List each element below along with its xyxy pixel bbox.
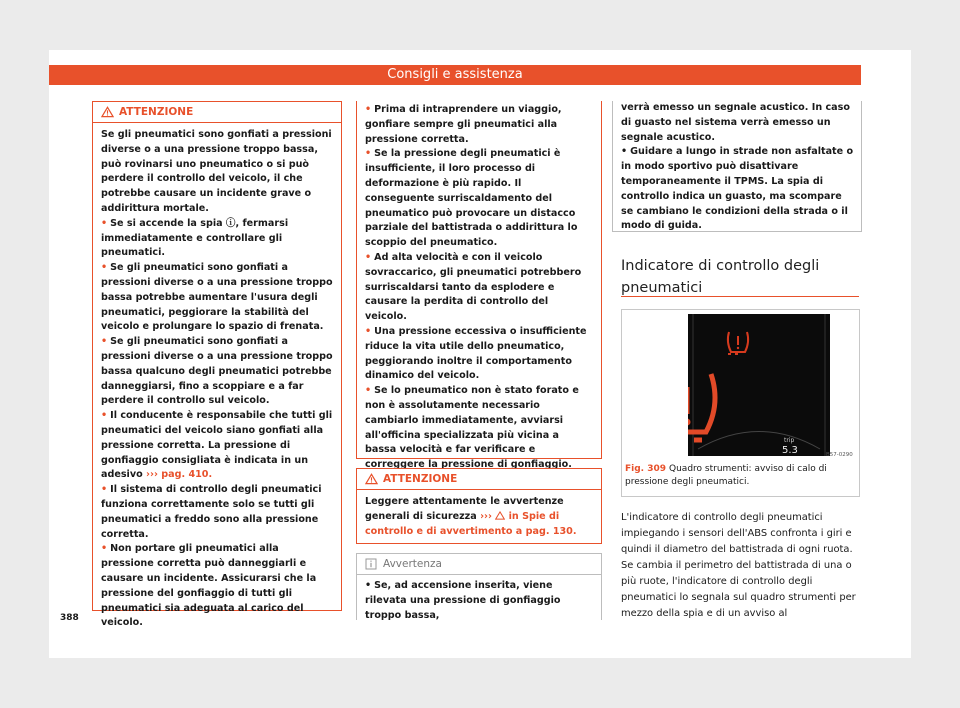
trip-label: trip <box>784 437 795 444</box>
instrument-cluster-image <box>688 314 830 456</box>
list-item: • Il sistema di controllo degli pneumatici funziona correttamente solo se tutti gli pneumatici a freddo sono alla pressione corretta. <box>101 484 322 540</box>
warning-text: Leggere attentamente le avvertenze generali di sicurezza ››› in Spie di controllo e di avvertimento a pag. 130. <box>365 496 577 537</box>
list-item: • Se la pressione degli pneumatici è insufficiente, il loro processo di deformazione è più rapido. Il conseguente surriscaldamento del pneumatico può provocare un distacco parziale del battistrada o addirittura lo scoppio del pneumatico. <box>365 148 578 249</box>
list-item: • Il conducente è responsabile che tutti gli pneumatici del veicolo siano gonfiati alla pressione corretta. La pressione di gonfiaggio consigliata è indicata in un adesivo ››› pag. 410. <box>101 410 333 481</box>
section-divider <box>621 296 859 297</box>
note-box <box>356 553 602 620</box>
list-item: • Non portare gli pneumatici alla pressione corretta può danneggiarli e causare un incidente. Assicurarsi che la pressione del gonfiaggio di tutti gli pneumatici sia adeguata al carico del veicolo. <box>101 543 317 629</box>
list-item: • Ad alta velocità e con il veicolo sovraccarico, gli pneumatici potrebbero surriscaldarsi tanto da esplodere e causare la perdita di controllo del veicolo. <box>365 251 582 323</box>
warning-triangle-icon <box>101 106 114 118</box>
warning-title: ATTENZIONE <box>383 473 458 485</box>
warning-box-left <box>92 101 342 629</box>
warning-box-middle <box>356 101 602 471</box>
info-icon <box>365 558 377 570</box>
warning-triangle-icon <box>365 473 378 485</box>
list-item: • Se lo pneumatico non è stato forato e non è assolutamente necessario cambiarlo immediatamente, avviarsi all'officina specializzata più vicina a bassa velocità e far verificare e correggere la pressione di gonfiaggio. <box>365 385 579 471</box>
warning-header <box>93 102 341 123</box>
figure-code: B57-0290 <box>826 452 853 458</box>
warning-body-continued <box>357 101 601 473</box>
warning-body <box>357 490 601 539</box>
warning-title: ATTENZIONE <box>119 106 194 118</box>
page-number: 388 <box>60 613 79 623</box>
list-item: • Una pressione eccessiva o insufficiente riduce la vita utile dello pneumatico, peggiorando inoltre il comportamento dinamico del veicolo. <box>365 325 587 382</box>
warning-intro: Se gli pneumatici sono gonfiati a pressioni diverse o a una pressione troppo bassa, può rovinarsi uno pneumatico o si può perdere il controllo del veicolo, il che potrebbe causare un incidente grave o addirittura mortale. <box>101 129 332 214</box>
figure-caption: Fig. 309 Quadro strumenti: avviso di calo di pressione degli pneumatici. <box>625 464 827 487</box>
list-item: • Prima di intraprendere un viaggio, gonfiare sempre gli pneumatici alla pressione corretta. <box>365 104 562 145</box>
list-item: • Se si accende la spia ⓘ, fermarsi immediatamente e controllare gli pneumatici. <box>101 217 289 259</box>
note-continued-text: verrà emesso un segnale acustico. In caso di guasto nel sistema verrà emesso un segnale acustico. • Guidare a lungo in strade non asfaltate o in modo sportivo può disattivare temporaneamente il TPMS. La spia di controllo indica un guasto, ma scompare se cambiano le condizioni della strada o il modo di guida. <box>621 101 857 234</box>
body-paragraph: L'indicatore di controllo degli pneumatici impiegando i sensori dell'ABS confronta i giri e quindi il diametro del battistrada di ogni ruota. Se cambia il perimetro del battistrada di una o più ruote, l'indicatore di controllo degli pneumatici lo segnala sul quadro strumenti per mezzo della spia e di un avviso al <box>621 512 856 619</box>
chapter-header: Consigli e assistenza <box>49 65 861 85</box>
warning-box-2 <box>356 468 602 544</box>
list-item: • Se gli pneumatici sono gonfiati a pressioni diverse o a una pressione troppo bassa qualcuno degli pneumatici potrebbe danneggiarsi, fino a scoppiare e a far perdere il controllo sul veicolo. <box>101 336 333 407</box>
reference-link[interactable]: in Spie di controllo e di avvertimento a pag. 130. <box>365 510 577 537</box>
note-header <box>357 554 601 575</box>
list-item: • Se gli pneumatici sono gonfiati a pressioni diverse o a una pressione troppo bassa potrebbe aumentare l'usura degli pneumatici, peggiorare la stabilità del veicolo e prolungare lo spazio di frenata. <box>101 262 333 333</box>
list-item: • Guidare a lungo in strade non asfaltate o in modo sportivo può disattivare temporaneamente il TPMS. La spia di controllo indica un guasto, ma scompare se cambiano le condizioni della strada o il modo di guida. <box>621 146 854 232</box>
tyre-pressure-warning-icon <box>688 314 830 456</box>
page-reference-link[interactable]: ››› pag. 410. <box>146 469 213 481</box>
warning-body <box>93 123 341 631</box>
note-body <box>357 575 601 627</box>
warning-triangle-icon <box>495 511 505 520</box>
warning-header <box>357 469 601 490</box>
reference-arrows: ››› <box>480 510 492 522</box>
figure-label: Fig. 309 <box>625 464 667 474</box>
trip-value: 5.3 <box>782 445 798 456</box>
note-title: Avvertenza <box>383 558 442 570</box>
list-item: • Se, ad accensione inserita, viene rilevata una pressione di gonfiaggio troppo bassa, <box>365 580 561 621</box>
section-title: Indicatore di controllo degli pneumatici <box>621 258 820 296</box>
